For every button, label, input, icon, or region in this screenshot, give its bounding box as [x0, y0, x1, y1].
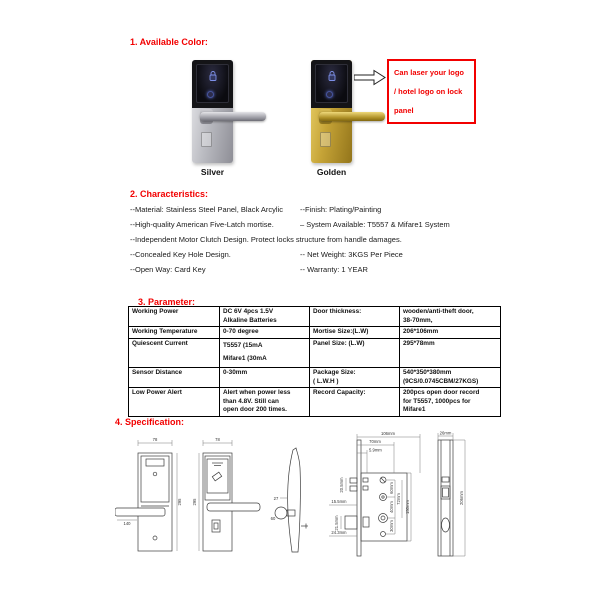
- section-heading-parameter: 3. Parameter:: [138, 297, 196, 307]
- callout-line: panel: [394, 106, 414, 115]
- dim-label: 5.9mm: [369, 447, 382, 453]
- color-label-golden: Golden: [316, 167, 347, 177]
- section-heading-available-color: 1. Available Color:: [130, 37, 208, 47]
- callout-line: Can laser your logo: [394, 68, 465, 77]
- table-cell: 206*106mm: [400, 327, 501, 339]
- lock-display-panel: [192, 60, 233, 108]
- table-cell: 295*78mm: [400, 339, 501, 368]
- dim-label: 150mm: [405, 500, 410, 514]
- table-cell: 540*350*380mm (9CS/0.0745CBM/27KGS): [400, 367, 501, 387]
- table-cell: Record Capacity:: [310, 388, 400, 417]
- characteristic-left: --Open Way: Card Key: [130, 265, 206, 274]
- characteristic-row: [130, 235, 476, 244]
- sensor-dot-icon: [326, 91, 333, 98]
- characteristic-right: – System Available: T5557 & Mifare1 System: [300, 220, 450, 229]
- drawing-faceplate: [438, 431, 465, 557]
- characteristic-row: [130, 265, 476, 274]
- characteristic-left: --High-quality American Five-Latch mortise.: [130, 220, 274, 229]
- padlock-icon: [327, 70, 337, 82]
- dim-label: 60mm: [389, 482, 394, 494]
- sensor-dot-icon: [207, 91, 214, 98]
- characteristic-left: --Independent Motor Clutch Design. Protect locks structure from handle damages.: [130, 235, 402, 244]
- dim-label: 70mm: [369, 439, 381, 444]
- dim-label: 27: [273, 496, 279, 501]
- drawing-mortise: [329, 431, 420, 556]
- dim-label: 26mm: [439, 430, 452, 436]
- section-heading-characteristics: 2. Characteristics:: [130, 189, 209, 199]
- padlock-icon: [208, 70, 218, 82]
- table-cell: DC 6V 4pcs 1.5V Alkaline Batteries: [220, 307, 310, 327]
- table-row: [129, 339, 501, 368]
- table-cell: 200pcs open door record for T5557, 1000pcs for Mifare1: [400, 388, 501, 417]
- dim-label: 30mm: [389, 520, 394, 532]
- characteristic-right: --Finish: Plating/Painting: [300, 205, 382, 214]
- laser-logo-callout: [387, 59, 476, 124]
- specification-drawings: [115, 430, 480, 570]
- table-cell: Alert when power less than 4.8V. Still can open door 200 times.: [220, 388, 310, 417]
- table-cell: Working Power: [129, 307, 220, 327]
- section-heading-specification: 4. Specification:: [115, 417, 185, 427]
- table-cell: Working Temperature: [129, 327, 220, 339]
- dim-label: 21.5mm: [334, 515, 339, 531]
- lock-handle: [200, 112, 266, 121]
- arrow-right-icon: [354, 69, 386, 91]
- dim-label: 140: [123, 521, 131, 526]
- table-cell: Quiescent Current: [129, 339, 220, 368]
- dim-label: 20.5mm: [339, 477, 344, 493]
- dim-label: 106mm: [381, 431, 395, 436]
- table-cell: Package Size: ( L.W.H ): [310, 367, 400, 387]
- dim-label: 295: [177, 498, 182, 506]
- table-cell: Sensor Distance: [129, 367, 220, 387]
- table-row: [129, 327, 501, 339]
- table-cell: Door thickness:: [310, 307, 400, 327]
- table-row: [129, 367, 501, 387]
- dim-label: 40mm: [389, 501, 394, 513]
- lock-screen: [315, 64, 348, 103]
- table-cell: Panel Size: (L.W): [310, 339, 400, 368]
- dim-label: 24.3mm: [331, 530, 347, 535]
- dim-label: 15.5mm: [331, 499, 347, 504]
- dim-label: 78: [215, 437, 220, 442]
- color-label-silver: Silver: [200, 167, 225, 177]
- dim-label: 72mm: [396, 493, 401, 505]
- table-cell: 0-70 degree: [220, 327, 310, 339]
- callout-line: / hotel logo on lock: [394, 87, 463, 96]
- table-cell: Low Power Alert: [129, 388, 220, 417]
- characteristic-right: -- Net Weight: 3KGS Per Piece: [300, 250, 403, 259]
- characteristic-left: --Material: Stainless Steel Panel, Black Arcylic: [130, 205, 283, 214]
- characteristic-left: --Concealed Key Hole Design.: [130, 250, 231, 259]
- table-row: [129, 388, 501, 417]
- dim-label: 60: [270, 516, 276, 521]
- dim-label: 78: [152, 437, 158, 442]
- lock-screen: [196, 64, 229, 103]
- key-card-slot: [320, 132, 331, 147]
- table-cell: Mortise Size:(L.W): [310, 327, 400, 339]
- drawing-rear-panel: [115, 437, 182, 551]
- lock-handle: [319, 112, 385, 121]
- lock-image-golden: [311, 60, 352, 163]
- drawing-side-profile: [271, 448, 308, 552]
- characteristic-row: [130, 250, 476, 259]
- characteristic-row: [130, 220, 476, 229]
- characteristic-right: -- Warranty: 1 YEAR: [300, 265, 368, 274]
- lock-image-silver: [192, 60, 233, 163]
- lock-display-panel: [311, 60, 352, 108]
- dim-label: 295: [192, 498, 197, 506]
- table-cell: 0-30mm: [220, 367, 310, 387]
- table-row: [129, 307, 501, 327]
- table-cell: T5557 (15mA Mifare1 (30mA: [220, 339, 310, 368]
- table-cell: wooden/anti-theft door, 38-70mm,: [400, 307, 501, 327]
- key-card-slot: [201, 132, 212, 147]
- dim-label: 206mm: [459, 491, 464, 505]
- characteristic-row: [130, 205, 476, 214]
- drawing-front-panel: [192, 437, 260, 551]
- parameter-table: [128, 306, 501, 417]
